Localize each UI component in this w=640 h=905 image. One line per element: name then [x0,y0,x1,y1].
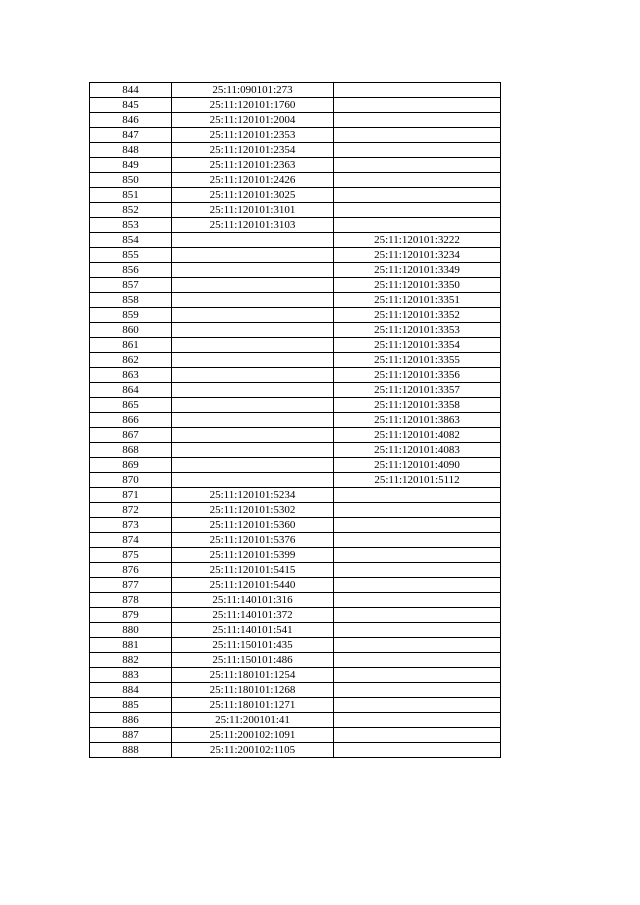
cadastral-number-cell-b: 25:11:120101:3351 [334,293,501,308]
row-number-cell: 861 [90,338,172,353]
row-number-cell: 845 [90,98,172,113]
cadastral-number-cell-a: 25:11:120101:3103 [172,218,334,233]
table-row [90,548,501,563]
row-number-cell: 878 [90,593,172,608]
row-number-cell: 855 [90,248,172,263]
row-number-cell: 850 [90,173,172,188]
table-row [90,323,501,338]
table-row [90,83,501,98]
cadastral-number-cell-a: 25:11:120101:2354 [172,143,334,158]
cadastral-number-cell-a: 25:11:150101:486 [172,653,334,668]
table-row [90,173,501,188]
cadastral-number-cell-b [334,638,501,653]
cadastral-number-cell-a [172,368,334,383]
table-row [90,293,501,308]
cadastral-number-cell-a [172,233,334,248]
table-row [90,698,501,713]
cadastral-number-cell-b: 25:11:120101:3358 [334,398,501,413]
cadastral-number-cell-a: 25:11:120101:1760 [172,98,334,113]
cadastral-number-cell-b [334,563,501,578]
table-row [90,623,501,638]
row-number-cell: 871 [90,488,172,503]
row-number-cell: 854 [90,233,172,248]
row-number-cell: 870 [90,473,172,488]
row-number-cell: 869 [90,458,172,473]
cadastral-number-cell-b [334,158,501,173]
row-number-cell: 856 [90,263,172,278]
row-number-cell: 848 [90,143,172,158]
cadastral-number-cell-a: 25:11:120101:2004 [172,113,334,128]
cadastral-number-cell-a [172,338,334,353]
table-row [90,203,501,218]
table-row [90,413,501,428]
row-number-cell: 884 [90,683,172,698]
row-number-cell: 882 [90,653,172,668]
cadastral-number-cell-a: 25:11:120101:5399 [172,548,334,563]
cadastral-number-cell-a [172,398,334,413]
cadastral-number-cell-a [172,428,334,443]
table-row [90,578,501,593]
cadastral-number-cell-b [334,203,501,218]
table-row [90,278,501,293]
row-number-cell: 865 [90,398,172,413]
cadastral-number-cell-a: 25:11:200102:1105 [172,743,334,758]
cadastral-number-cell-a: 25:11:150101:435 [172,638,334,653]
table-row [90,713,501,728]
cadastral-number-cell-b: 25:11:120101:3353 [334,323,501,338]
cadastral-number-cell-a: 25:11:120101:5376 [172,533,334,548]
row-number-cell: 853 [90,218,172,233]
cadastral-number-cell-b [334,668,501,683]
cadastral-number-cell-b: 25:11:120101:3355 [334,353,501,368]
table-row [90,308,501,323]
row-number-cell: 859 [90,308,172,323]
cadastral-number-cell-a: 25:11:140101:316 [172,593,334,608]
table-row [90,263,501,278]
table-row [90,533,501,548]
row-number-cell: 881 [90,638,172,653]
cadastral-number-cell-a [172,308,334,323]
row-number-cell: 888 [90,743,172,758]
cadastral-number-cell-a: 25:11:180101:1268 [172,683,334,698]
cadastral-number-cell-b [334,98,501,113]
table-row [90,338,501,353]
row-number-cell: 886 [90,713,172,728]
cadastral-number-cell-b: 25:11:120101:3863 [334,413,501,428]
table-row [90,473,501,488]
row-number-cell: 858 [90,293,172,308]
table-row [90,188,501,203]
cadastral-number-cell-b [334,488,501,503]
table-row [90,383,501,398]
cadastral-number-cell-b [334,188,501,203]
table-row [90,98,501,113]
row-number-cell: 885 [90,698,172,713]
table-row [90,503,501,518]
cadastral-number-cell-b: 25:11:120101:3356 [334,368,501,383]
table-row [90,248,501,263]
cadastral-number-cell-b [334,173,501,188]
cadastral-number-cell-b [334,623,501,638]
cadastral-number-cell-b: 25:11:120101:5112 [334,473,501,488]
cadastral-number-cell-a: 25:11:200101:41 [172,713,334,728]
cadastral-number-cell-a [172,413,334,428]
table-row [90,488,501,503]
cadastral-number-cell-a: 25:11:120101:5234 [172,488,334,503]
cadastral-number-cell-b: 25:11:120101:3222 [334,233,501,248]
table-row [90,128,501,143]
cadastral-number-cell-b: 25:11:120101:4083 [334,443,501,458]
row-number-cell: 868 [90,443,172,458]
cadastral-number-cell-b [334,698,501,713]
cadastral-number-cell-b [334,548,501,563]
table-row [90,668,501,683]
cadastral-number-cell-a [172,443,334,458]
table-row [90,608,501,623]
cadastral-number-cell-a [172,383,334,398]
row-number-cell: 851 [90,188,172,203]
table-row [90,233,501,248]
table-row [90,518,501,533]
row-number-cell: 860 [90,323,172,338]
cadastral-number-cell-b [334,143,501,158]
row-number-cell: 872 [90,503,172,518]
cadastral-number-cell-b [334,503,501,518]
cadastral-number-cell-b: 25:11:120101:4090 [334,458,501,473]
table-row [90,428,501,443]
cadastral-number-cell-a: 25:11:180101:1271 [172,698,334,713]
row-number-cell: 857 [90,278,172,293]
cadastral-number-cell-a: 25:11:140101:541 [172,623,334,638]
row-number-cell: 844 [90,83,172,98]
cadastral-number-cell-a [172,458,334,473]
cadastral-number-cell-a: 25:11:120101:2353 [172,128,334,143]
row-number-cell: 887 [90,728,172,743]
cadastral-number-cell-b [334,518,501,533]
cadastral-number-cell-b [334,578,501,593]
cadastral-number-cell-a: 25:11:180101:1254 [172,668,334,683]
cadastral-number-cell-a [172,293,334,308]
cadastral-number-cell-a: 25:11:120101:3025 [172,188,334,203]
row-number-cell: 849 [90,158,172,173]
row-number-cell: 867 [90,428,172,443]
cadastral-number-cell-b: 25:11:120101:3354 [334,338,501,353]
cadastral-number-cell-a: 25:11:120101:2363 [172,158,334,173]
cadastral-number-cell-a: 25:11:120101:5302 [172,503,334,518]
row-number-cell: 864 [90,383,172,398]
cadastral-number-cell-b [334,533,501,548]
table-row [90,368,501,383]
cadastral-number-cell-a: 25:11:120101:3101 [172,203,334,218]
row-number-cell: 880 [90,623,172,638]
cadastral-number-cell-a: 25:11:120101:5360 [172,518,334,533]
cadastral-number-cell-a [172,353,334,368]
cadastral-number-cell-b [334,113,501,128]
cadastral-number-cell-a [172,248,334,263]
table-row [90,593,501,608]
row-number-cell: 875 [90,548,172,563]
cadastral-number-cell-b [334,743,501,758]
cadastral-number-cell-b [334,83,501,98]
row-number-cell: 876 [90,563,172,578]
table-row [90,653,501,668]
cadastral-number-cell-b [334,593,501,608]
row-number-cell: 874 [90,533,172,548]
cadastral-number-cell-b: 25:11:120101:3357 [334,383,501,398]
cadastral-number-cell-b: 25:11:120101:4082 [334,428,501,443]
cadastral-number-cell-b [334,683,501,698]
table-row [90,398,501,413]
table-row [90,638,501,653]
table-row [90,353,501,368]
cadastral-number-cell-b [334,713,501,728]
cadastral-number-cell-a: 25:11:120101:2426 [172,173,334,188]
row-number-cell: 862 [90,353,172,368]
row-number-cell: 883 [90,668,172,683]
cadastral-numbers-table [89,82,501,758]
cadastral-number-cell-b [334,728,501,743]
table-body [90,83,501,758]
cadastral-number-cell-b: 25:11:120101:3349 [334,263,501,278]
table-row [90,143,501,158]
row-number-cell: 877 [90,578,172,593]
table-row [90,743,501,758]
row-number-cell: 852 [90,203,172,218]
cadastral-number-cell-b [334,653,501,668]
row-number-cell: 846 [90,113,172,128]
table-row [90,563,501,578]
table-row [90,158,501,173]
table-row [90,683,501,698]
table-row [90,113,501,128]
cadastral-number-cell-b: 25:11:120101:3234 [334,248,501,263]
cadastral-number-cell-b [334,218,501,233]
cadastral-number-cell-b: 25:11:120101:3350 [334,278,501,293]
cadastral-number-cell-a: 25:11:090101:273 [172,83,334,98]
cadastral-number-cell-a [172,473,334,488]
table-row [90,443,501,458]
cadastral-number-cell-a: 25:11:200102:1091 [172,728,334,743]
table-row [90,218,501,233]
row-number-cell: 866 [90,413,172,428]
row-number-cell: 879 [90,608,172,623]
cadastral-number-cell-b: 25:11:120101:3352 [334,308,501,323]
cadastral-number-cell-a [172,278,334,293]
cadastral-number-cell-a: 25:11:120101:5415 [172,563,334,578]
cadastral-number-cell-a: 25:11:140101:372 [172,608,334,623]
cadastral-number-cell-a [172,323,334,338]
row-number-cell: 847 [90,128,172,143]
cadastral-number-cell-b [334,608,501,623]
row-number-cell: 873 [90,518,172,533]
cadastral-number-cell-a: 25:11:120101:5440 [172,578,334,593]
table-row [90,728,501,743]
row-number-cell: 863 [90,368,172,383]
cadastral-number-cell-b [334,128,501,143]
cadastral-number-cell-a [172,263,334,278]
table-row [90,458,501,473]
